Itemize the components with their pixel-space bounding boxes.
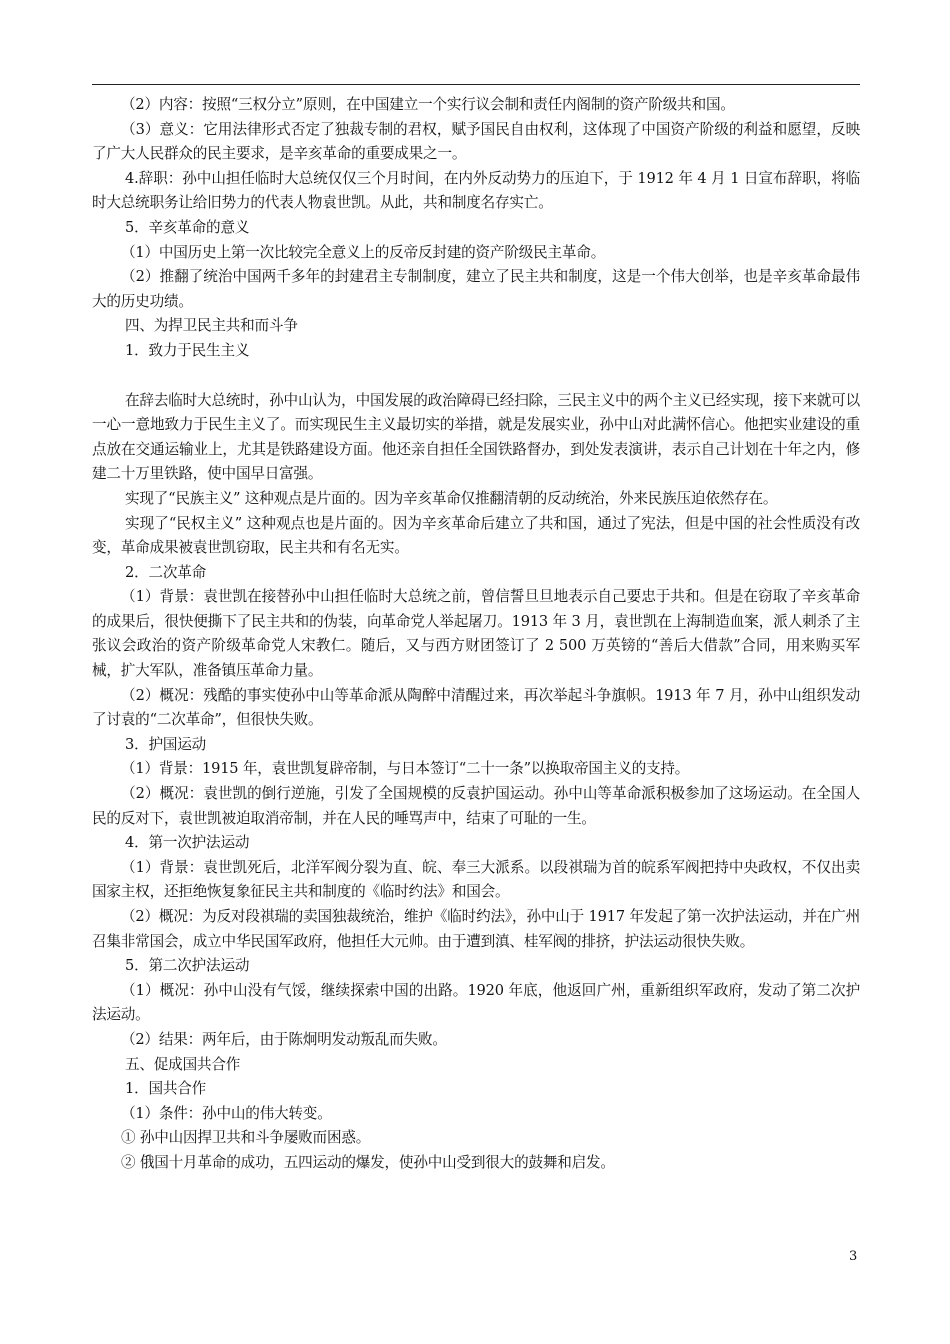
paragraph: （1）条件：孙中山的伟大转变。 <box>121 1104 332 1122</box>
paragraph: （2）概况：袁世凯的倒行逆施，引发了全国规模的反袁护国运动。孙中山等革命派积极参加了这场运动。在全国人民的反对下，袁世凯被迫取消帝制，并在人民的唾骂声中，结束了可耻的一生。 <box>92 785 860 827</box>
paragraph: 5．辛亥革命的意义 <box>125 218 250 236</box>
page-number: 3 <box>849 1249 858 1264</box>
paragraph: 2．二次革命 <box>125 563 207 581</box>
paragraph: 4．第一次护法运动 <box>125 834 250 852</box>
paragraph: 5．第二次护法运动 <box>125 957 250 975</box>
paragraph: 4.辞职：孙中山担任临时大总统仅仅三个月时间，在内外反动势力的压迫下，于 1912 年 4 月 1 日宣布辞职，将临时大总统职务让给旧势力的代表人物袁世凯。从此，共和制度名存实亡。 <box>92 169 860 212</box>
paragraph: （1）中国历史上第一次比较完全意义上的反帝反封建的资产阶级民主革命。 <box>121 243 606 261</box>
paragraph: 1．致力于民生主义 <box>125 341 250 359</box>
paragraph: （3）意义：它用法律形式否定了独裁专制的君权，赋予国民自由权利，这体现了中国资产阶级的利益和愿望，反映了广大人民群众的民主要求，是辛亥革命的重要成果之一。 <box>92 120 860 163</box>
paragraph: （1）背景：1915 年，袁世凯复辟帝制，与日本签订“二十一条”以换取帝国主义的支持。 <box>121 760 690 778</box>
document-body <box>92 93 860 1176</box>
paragraph: 四、为捍卫民主共和而斗争 <box>125 317 298 335</box>
paragraph: 在辞去临时大总统时，孙中山认为，中国发展的政治障碍已经扫除，三民主义中的两个主义已经实现，接下来就可以一心一意地致力于民生主义了。而实现民生主义最切实的举措，就是发展实业，孙中山对此满怀信心。他把实业建设的重点放在交通运输业上，尤其是铁路建设方面。他还亲自担任全国铁路督办，到处发表演讲，表示自己计划在十年之内，修建二十万里铁路，使中国早日富强。 <box>92 391 860 483</box>
paragraph: 1．国共合作 <box>125 1080 207 1098</box>
paragraph: ② 俄国十月革命的成功，五四运动的爆发，使孙中山受到很大的鼓舞和启发。 <box>121 1153 615 1171</box>
paragraph: （1）概况：孙中山没有气馁，继续探索中国的出路。1920 年底，他返回广州，重新组织军政府，发动了第二次护法运动。 <box>92 981 860 1024</box>
paragraph: 五、促成国共合作 <box>125 1055 241 1073</box>
paragraph: （2）内容：按照“三权分立”原则，在中国建立一个实行议会制和责任内阁制的资产阶级共和国。 <box>121 96 735 113</box>
paragraph-gap <box>92 364 860 389</box>
paragraph: 实现了“民族主义” 这种观点是片面的。因为辛亥革命仅推翻清朝的反动统治，外来民族压迫依然存在。 <box>125 489 778 507</box>
paragraph: （2）推翻了统治中国两千多年的封建君主专制制度，建立了民主共和制度，这是一个伟大创举，也是辛亥革命最伟大的历史功绩。 <box>92 268 860 310</box>
paragraph: （2）概况：为反对段祺瑞的卖国独裁统治，维护《临时约法》，孙中山于 1917 年发起了第一次护法运动，并在广州召集非常国会，成立中华民国军政府，他担任大元帅。由于遭到滇、桂军阀的排挤，护法运动很快失败。 <box>92 908 860 950</box>
paragraph: （2）结果：两年后，由于陈炯明发动叛乱而失败。 <box>121 1030 447 1048</box>
paragraph: （1）背景：袁世凯死后，北洋军阀分裂为直、皖、奉三大派系。以段祺瑞为首的皖系军阀把持中央政权，不仅出卖国家主权，还拒绝恢复象征民主共和制度的《临时约法》和国会。 <box>92 858 860 901</box>
paragraph: ① 孙中山因捍卫共和斗争屡败而困惑。 <box>121 1129 371 1147</box>
paragraph: （2）概况：残酷的事实使孙中山等革命派从陶醉中清醒过来，再次举起斗争旗帜。1913 年 7 月，孙中山组织发动了讨袁的“二次革命”，但很快失败。 <box>92 686 860 729</box>
header-rule <box>92 84 860 85</box>
paragraph: 3．护国运动 <box>125 735 207 753</box>
paragraph: 实现了“民权主义” 这种观点也是片面的。因为辛亥革命后建立了共和国，通过了宪法，但是中国的社会性质没有改变，革命成果被袁世凯窃取，民主共和有名无实。 <box>92 514 860 557</box>
paragraph: （1）背景：袁世凯在接替孙中山担任临时大总统之前，曾信誓旦旦地表示自己要忠于共和。但是在窃取了辛亥革命的成果后，很快便撕下了民主共和的伪装，向革命党人举起屠刀。1913 年 3 月，袁世凯在上海制造血案，派人刺杀了主张议会政治的资产阶级革命党人宋教仁。随后，又与西方财团签订了 2 500 万英镑的“善后大借款”合同，用来购买军械，扩大军队，准备镇压革命力量。 <box>92 588 860 680</box>
